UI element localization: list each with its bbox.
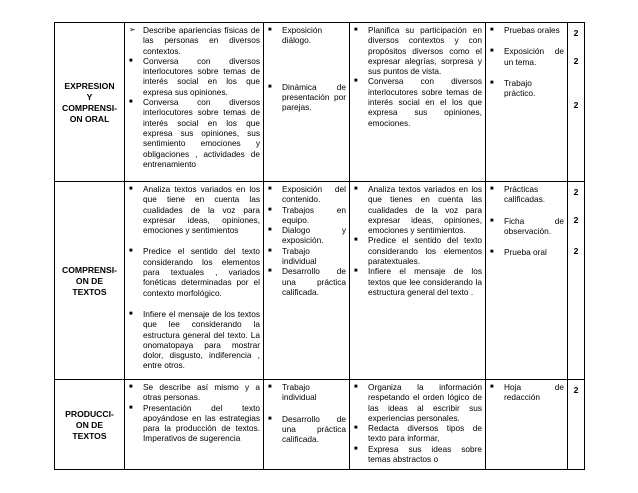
list-item: ■ Planifica su participación en diversos contextos y con propósitos diversos como el expresar alegrías, sorpresa y sus puntos de vista. (354, 25, 482, 77)
table-row-expresion-oral (55, 23, 585, 182)
capacidades-cell (125, 23, 264, 182)
estrategias-cell (264, 23, 350, 182)
list-item: ■ Prácticas calificadas. (490, 184, 546, 205)
square-bullet-icon: ■ (129, 384, 133, 390)
capacidades-cell (125, 182, 264, 380)
square-bullet-icon: ■ (354, 78, 358, 85)
square-bullet-icon: ■ (490, 27, 494, 33)
list-item: ➢ Describe apariencias físicas de las personas en diversos contextos. (129, 25, 260, 56)
competencia-line: COMPRENSI- (62, 102, 117, 113)
list-item: ■ Infiere el mensaje de los textos que lee considerando la estructura general del texto. La onomatopaya para mostrar dolor, disgusto, indiferencia , entre otros. (129, 308, 260, 371)
puntaje-value: 2 (573, 187, 579, 197)
instrumentos-cell (486, 182, 568, 380)
square-bullet-icon: ■ (490, 249, 494, 256)
square-bullet-icon: ■ (268, 186, 272, 192)
estrategias-cell (264, 380, 350, 470)
estrategias-cell (264, 182, 350, 380)
list-item: ■ Predice el sentido del texto considerando los elementos para textuales , variados fonéticas determinadas por el contexto morfológico. (129, 246, 260, 298)
square-bullet-icon: ■ (354, 27, 358, 33)
table-row-produccion-textos (55, 380, 585, 470)
square-bullet-icon: ■ (354, 425, 358, 432)
square-bullet-icon: ■ (490, 79, 494, 86)
square-bullet-icon: ■ (268, 247, 272, 254)
list-item: ■ Redacta diversos tipos de texto para informar, (354, 423, 482, 444)
square-bullet-icon: ■ (490, 48, 494, 55)
list-item: ■ Predice el sentido del texto considerando los elementos paratextuales. (354, 235, 482, 267)
square-bullet-icon: ■ (354, 237, 358, 244)
list-item: ■ Trabajo individual (268, 245, 317, 267)
puntaje-cell (568, 182, 585, 380)
puntaje-cell (568, 380, 585, 470)
list-item: ■ Organiza la información respetando el orden lógico de las ideas al escribir sus experiencias personales. (354, 382, 482, 423)
competencia-line: COMPRENSI- (62, 264, 117, 275)
competencia-line: ON DE (75, 275, 104, 286)
list-item: ■ Pruebas orales (490, 25, 560, 35)
competencia-line: Y (86, 91, 93, 102)
competencia-cell (55, 380, 125, 470)
puntaje-value: 2 (573, 385, 579, 395)
list-item: ■ Trabajo práctico. (490, 77, 536, 99)
list-item: ■ Conversa con diversos interlocutores sobre temas de interés social en los que expresa sus opiniones, sus sentimiento emociones y obligaciones , actividades de entrenamiento (129, 97, 260, 169)
square-bullet-icon: ■ (268, 27, 272, 33)
square-bullet-icon: ■ (490, 217, 494, 224)
competencia-line: ON ORAL (69, 113, 110, 124)
list-item: ■ Trabajos en equipo. (268, 204, 346, 225)
list-item: ■ Conversa con diversos interlocutores sobre temas de interés social en el los que expresa sus opiniones, emociones. (354, 76, 482, 128)
square-bullet-icon: ■ (490, 186, 494, 192)
list-item: ■ Trabajo individual (268, 382, 317, 403)
list-item: ■ Expresa sus ideas sobre temas abstractos o (354, 443, 482, 465)
square-bullet-icon: ■ (129, 404, 133, 411)
competencia-cell (55, 23, 125, 182)
square-bullet-icon: ■ (354, 384, 358, 390)
square-bullet-icon: ■ (129, 310, 133, 317)
competencia-line: TEXTOS (72, 286, 107, 297)
list-item: ■ Conversa con diversos interlocutores sobre temas de interés social en los que expresa sus opiniones. (129, 55, 260, 97)
list-item: ■ Exposición diálogo. (268, 25, 323, 46)
instrumentos-cell (486, 380, 568, 470)
list-item: ■ Se describe así mismo y a otras personas. (129, 382, 260, 403)
list-item: ■ Analiza textos variados en los que tienes en cuenta las cualidades de la voz para expresar ideas, opiniones, emociones y sentimientos. (354, 184, 482, 236)
indicadores-cell (350, 380, 486, 470)
square-bullet-icon: ■ (354, 445, 358, 452)
table-row-comprension-textos (55, 182, 585, 380)
competencia-cell (55, 182, 125, 380)
capacidades-cell (125, 380, 264, 470)
square-bullet-icon: ■ (354, 186, 358, 192)
list-item: ■ Dialogo y exposición. (268, 225, 346, 246)
evaluation-matrix-table (54, 22, 585, 470)
list-item: ■ Infiere el mensaje de los textos que lee considerando la estructura general del texto . (354, 266, 482, 297)
arrow-bullet-icon: ➢ (129, 25, 136, 34)
competencia-line: PRODUCCI- (65, 408, 114, 419)
competencia-line: ON DE (75, 419, 104, 430)
list-item: ■ Ficha de observación. (490, 215, 564, 236)
square-bullet-icon: ■ (268, 384, 272, 390)
square-bullet-icon: ■ (129, 186, 133, 192)
square-bullet-icon: ■ (354, 268, 358, 275)
square-bullet-icon: ■ (129, 99, 133, 106)
square-bullet-icon: ■ (129, 248, 133, 255)
puntaje-value: 2 (573, 245, 579, 256)
square-bullet-icon: ■ (129, 57, 133, 64)
puntaje-value: 2 (573, 99, 579, 110)
puntaje-value: 2 (573, 215, 579, 226)
list-item: ■ Desarrollo de una práctica calificada. (268, 266, 346, 297)
list-item: ■ Desarrollo de una práctica calificada. (268, 413, 346, 445)
competencia-line: TEXTOS (72, 430, 107, 441)
indicadores-cell (350, 182, 486, 380)
list-item: ■ Dinámica de presentación por parejas. (268, 81, 346, 113)
square-bullet-icon: ■ (490, 384, 494, 390)
square-bullet-icon: ■ (268, 415, 272, 422)
puntaje-value: 2 (573, 56, 579, 67)
list-item: ■ Exposición de un tema. (490, 46, 564, 67)
instrumentos-cell (486, 23, 568, 182)
list-item: ■ Hoja de redacción (490, 382, 564, 403)
square-bullet-icon: ■ (268, 206, 272, 213)
square-bullet-icon: ■ (268, 268, 272, 275)
list-item: ■ Presentación del texto apoyándose en las estrategias para la producción de textos. Imperativos de sugerencia (129, 402, 260, 444)
competencia-line: EXPRESION (64, 80, 115, 91)
list-item: ■ Prueba oral (490, 247, 547, 258)
square-bullet-icon: ■ (268, 227, 272, 234)
puntaje-cell (568, 23, 585, 182)
list-item: ■ Analiza textos variados en los que tiene en cuenta las cualidades de la voz para expresar ideas, opiniones, emociones y sentimientos (129, 184, 260, 236)
puntaje-value: 2 (573, 28, 579, 38)
indicadores-cell (350, 23, 486, 182)
list-item: ■ Exposición del contenido. (268, 184, 346, 205)
square-bullet-icon: ■ (268, 83, 272, 90)
